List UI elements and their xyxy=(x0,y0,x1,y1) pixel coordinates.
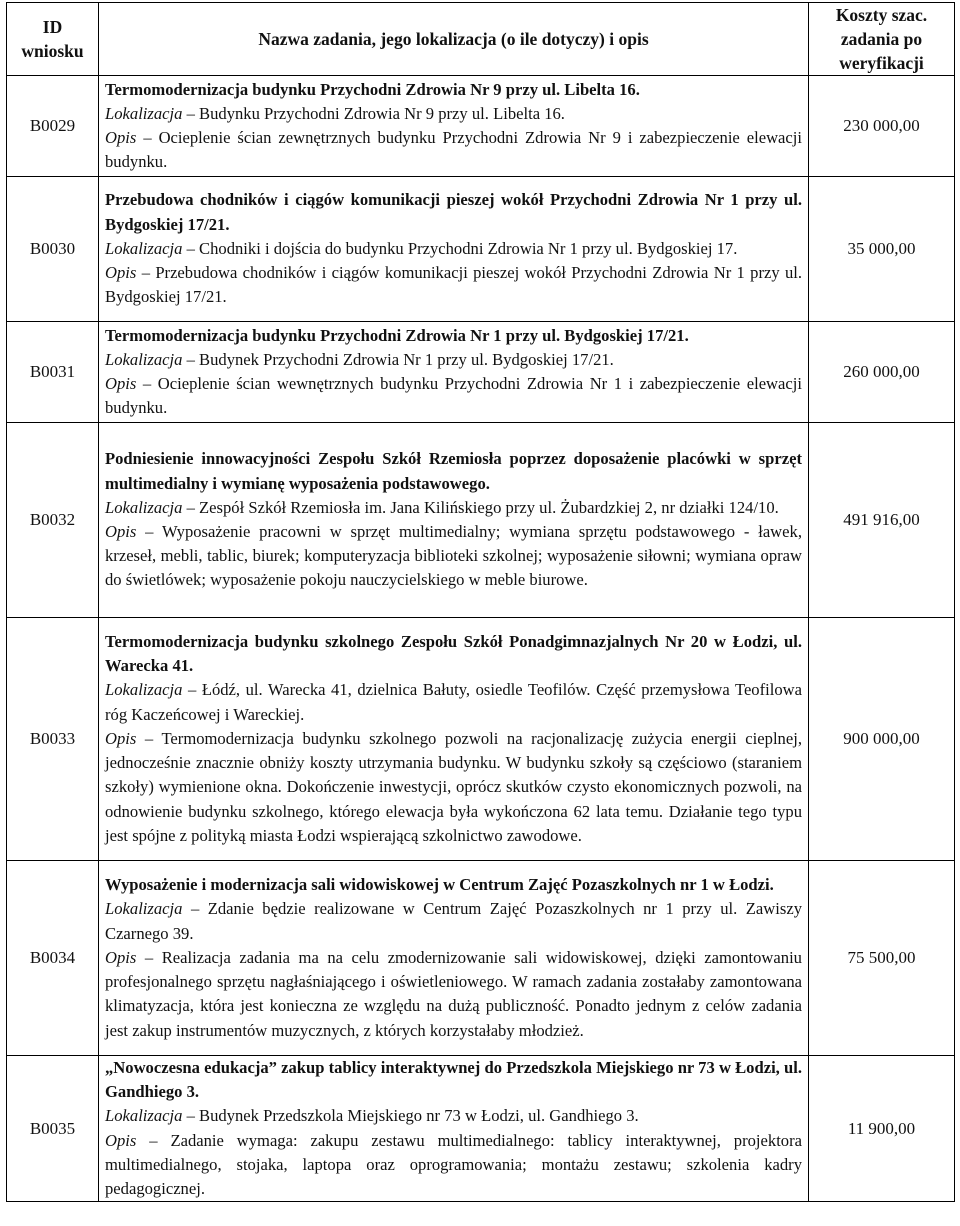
task-location xyxy=(105,237,802,261)
table-row xyxy=(7,322,955,423)
row-id: B0035 xyxy=(7,1056,99,1202)
row-cost: 75 500,00 xyxy=(809,861,955,1056)
location-label: Lokalizacja xyxy=(105,1106,183,1126)
description-text: Termomodernizacja budynku szkolnego pozwoli na racjonalizację zużycia energii cieplnej, jednocześnie znacznie obniży koszty utrzymania budynku. W budynku szkoły są częściowo (staraniem szkoły) wymienione okna. Dokończenie inwestycji, oprócz skutków czysto ekonomicznych pozwoli, na odnowienie budynku szkolnego, którego elewacja była wykończona 62 lata temu. Działanie tego typu jest spójne z polityką miasta Łodzi wspierającą szkolnictwo zawodowe. xyxy=(105,728,802,845)
location-label: Lokalizacja xyxy=(105,680,183,700)
task-title: Termomodernizacja budynku Przychodni Zdrowia Nr 1 przy ul. Bydgoskiej 17/21. xyxy=(105,325,689,345)
description-text: Wyposażenie pracowni w sprzęt multimedialny; wymiana sprzętu podstawowego - ławek, krzeseł, mebli, tablic, biurek; komputeryzacja biblioteki szkolnej; wyposażenie siłowni; wymiana opraw do świetlówek; wyposażenie pokoju nauczycielskiego w meble biurowe. xyxy=(105,522,802,590)
description-label: Opis xyxy=(105,374,137,393)
location-label: Lokalizacja xyxy=(105,103,183,123)
row-description-cell xyxy=(99,861,809,1056)
description-text: Przebudowa chodników i ciągów komunikacji pieszej wokół Przychodni Zdrowia Nr 1 przy ul. Bydgoskiej 17/21. xyxy=(105,263,803,307)
task-title: „Nowoczesna edukacja” zakup tablicy interaktywnej do Przedszkola Miejskiego nr 73 w Łodzi, ul. Gandhiego 3. xyxy=(105,1058,802,1102)
location-text: Budynek Przychodni Zdrowia Nr 1 przy ul. Bydgoskiej 17/21. xyxy=(199,349,614,369)
description-label: Opis xyxy=(105,947,137,967)
task-description xyxy=(105,126,802,174)
task-description xyxy=(105,520,802,593)
dash: – xyxy=(186,497,195,517)
header-row xyxy=(7,3,955,76)
header-name: Nazwa zadania, jego lokalizacja (o ile dotyczy) i opis xyxy=(99,3,809,76)
description-label: Opis xyxy=(105,522,137,541)
row-id: B0031 xyxy=(7,322,99,423)
row-description-cell xyxy=(99,76,809,177)
dash: – xyxy=(186,103,195,123)
task-location xyxy=(105,496,802,520)
location-label: Lokalizacja xyxy=(105,349,183,369)
task-description xyxy=(105,946,802,1043)
tasks-table xyxy=(6,2,955,1202)
dash: – xyxy=(186,1106,195,1126)
dash: – xyxy=(186,349,195,369)
dash: – xyxy=(186,238,195,258)
task-title: Wyposażenie i modernizacja sali widowiskowej w Centrum Zajęć Pozaszkolnych nr 1 w Łodzi. xyxy=(105,875,774,895)
task-title: Termomodernizacja budynku szkolnego Zespołu Szkół Ponadgimnazjalnych Nr 20 w Łodzi, ul. Warecka 41. xyxy=(105,632,802,676)
row-description-cell xyxy=(99,322,809,423)
row-description-cell xyxy=(99,177,809,322)
table-row xyxy=(7,423,955,618)
row-id: B0032 xyxy=(7,423,99,618)
dash: – xyxy=(145,522,154,541)
location-label: Lokalizacja xyxy=(105,238,183,258)
table-row xyxy=(7,177,955,322)
row-cost: 900 000,00 xyxy=(809,618,955,861)
description-label: Opis xyxy=(105,728,137,748)
row-description-cell xyxy=(99,618,809,861)
location-label: Lokalizacja xyxy=(105,899,183,919)
header-id: ID wniosku xyxy=(7,3,99,76)
row-description-cell xyxy=(99,1056,809,1202)
table-row xyxy=(7,76,955,177)
row-id: B0033 xyxy=(7,618,99,861)
table-row xyxy=(7,861,955,1056)
table-row xyxy=(7,618,955,861)
dash: – xyxy=(187,680,197,700)
task-description xyxy=(105,261,802,309)
task-description xyxy=(105,372,802,420)
dash: – xyxy=(149,1130,158,1150)
task-description xyxy=(105,727,802,848)
dash: – xyxy=(143,128,152,147)
row-id: B0030 xyxy=(7,177,99,322)
location-text: Łódź, ul. Warecka 41, dzielnica Bałuty, osiedle Teofilów. Część przemysłowa Teofilowa róg Kaczeńcowej i Wareckiej. xyxy=(105,680,802,724)
description-label: Opis xyxy=(105,263,137,283)
row-cost: 230 000,00 xyxy=(809,76,955,177)
task-location xyxy=(105,102,802,126)
row-cost: 35 000,00 xyxy=(809,177,955,322)
dash: – xyxy=(144,947,154,967)
header-cost: Koszty szac. zadania po weryfikacji xyxy=(809,3,955,76)
location-text: Budynek Przedszkola Miejskiego nr 73 w Łodzi, ul. Gandhiego 3. xyxy=(199,1106,639,1126)
description-text: Zadanie wymaga: zakupu zestawu multimedialnego: tablicy interaktywnej, projektora multimedialnego, stojaka, laptopa oraz oprogramowania; montażu zestawu; szkolenia kadry pedagogicznej. xyxy=(105,1130,802,1199)
task-title: Podniesienie innowacyjności Zespołu Szkół Rzemiosła poprzez doposażenie placówki w sprzęt multimedialny i wymianę wyposażenia podstawowego. xyxy=(105,449,802,493)
row-id: B0029 xyxy=(7,76,99,177)
task-location xyxy=(105,1104,802,1128)
task-location xyxy=(105,348,802,372)
task-description xyxy=(105,1129,802,1202)
row-cost: 260 000,00 xyxy=(809,322,955,423)
location-text: Budynku Przychodni Zdrowia Nr 9 przy ul. Libelta 16. xyxy=(199,103,565,123)
row-description-cell xyxy=(99,423,809,618)
dash: – xyxy=(190,899,200,919)
task-title: Termomodernizacja budynku Przychodni Zdrowia Nr 9 przy ul. Libelta 16. xyxy=(105,79,640,99)
row-id: B0034 xyxy=(7,861,99,1056)
description-text: Ocieplenie ścian wewnętrznych budynku Przychodni Zdrowia Nr 1 i zabezpieczenie elewacji budynku. xyxy=(105,374,802,418)
table-row xyxy=(7,1056,955,1202)
location-text: Zdanie będzie realizowane w Centrum Zajęć Pozaszkolnych nr 1 przy ul. Zawiszy Czarnego 39. xyxy=(105,899,802,943)
location-text: Zespół Szkół Rzemiosła im. Jana Kilińskiego przy ul. Żubardzkiej 2, nr działki 124/10. xyxy=(199,497,779,517)
description-text: Realizacja zadania ma na celu zmodernizowanie sali widowiskowej, dzięki zamontowaniu profesjonalnego sprzętu nagłaśniającego i oświetleniowego. W ramach zadania zostałaby zamontowana klimatyzacja, która jest konieczna ze względu na dużą publiczność. Ponadto jednym z celów zadania jest zakup instrumentów muzycznych, z których korzystałaby młodzież. xyxy=(105,947,802,1040)
row-cost: 11 900,00 xyxy=(809,1056,955,1202)
task-title: Przebudowa chodników i ciągów komunikacji pieszej wokół Przychodni Zdrowia Nr 1 przy ul. Bydgoskiej 17/21. xyxy=(105,190,802,234)
dash: – xyxy=(141,263,150,283)
location-text: Chodniki i dojścia do budynku Przychodni Zdrowia Nr 1 przy ul. Bydgoskiej 17. xyxy=(199,238,738,258)
row-cost: 491 916,00 xyxy=(809,423,955,618)
location-label: Lokalizacja xyxy=(105,497,183,517)
description-text: Ocieplenie ścian zewnętrznych budynku Przychodni Zdrowia Nr 9 i zabezpieczenie elewacji budynku. xyxy=(105,128,803,172)
dash: – xyxy=(144,728,154,748)
task-location xyxy=(105,678,802,726)
description-label: Opis xyxy=(105,128,137,147)
dash: – xyxy=(142,374,152,393)
description-label: Opis xyxy=(105,1130,137,1150)
task-location xyxy=(105,897,802,945)
